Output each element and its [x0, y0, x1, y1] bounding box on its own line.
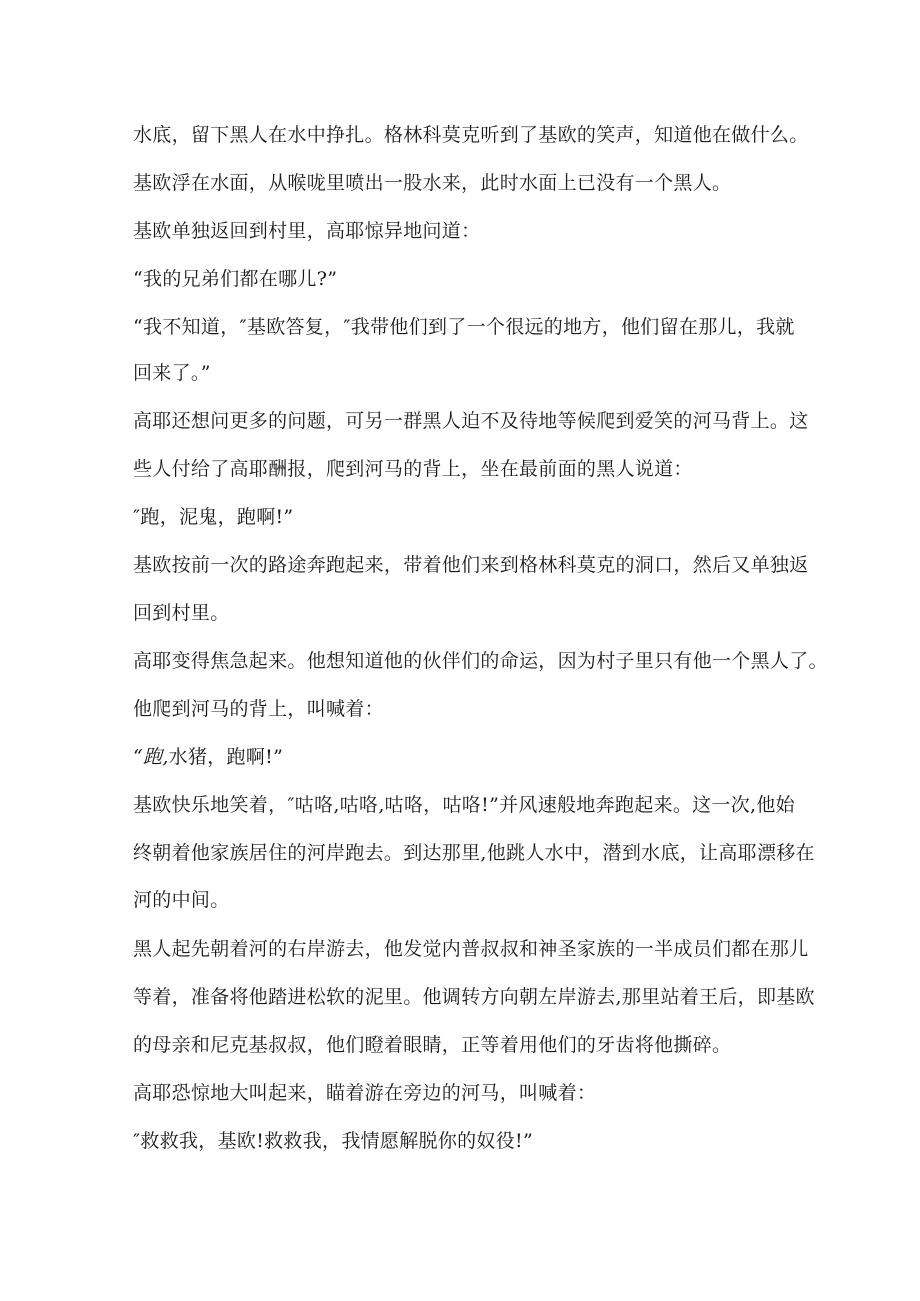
text-line: 高耶变得焦急起来。他想知道他的伙伴们的命运，因为村子里只有他一个黑人了。: [133, 650, 828, 672]
text-line: ″救救我，基欧!救救我，我情愿解脱你的奴役!”: [133, 1130, 533, 1152]
text-line: 回到村里。: [133, 602, 230, 624]
text-line: 基欧快乐地笑着，″咕咯,咕咯,咕咯，咕咯!”并风速般地奔跑起来。这一次,他始: [133, 794, 795, 816]
text-line: 黑人起先朝着河的右岸游去，他发觉内普叔叔和神圣家族的一半成员们都在那儿: [133, 938, 809, 960]
text-line: [133, 745, 283, 769]
text-line: 些人付给了高耶酬报，爬到河马的背上，坐在最前面的黑人说道：: [133, 458, 693, 480]
text-line: 基欧浮在水面，从喉咙里喷出一股水来，此时水面上已没有一个黑人。: [133, 172, 732, 194]
text-line: 等着，准备将他踏进松软的泥里。他调转方向朝左岸游去,那里站着王后，即基欧: [133, 986, 815, 1008]
text-line: 终朝着他家族居住的河岸跑去。到达那里,他跳人水中，潜到水底，让高耶漂移在: [133, 842, 815, 864]
text-line: 他爬到河马的背上，叫喊着：: [133, 698, 384, 720]
text-line: “我的兄弟们都在哪儿?”: [133, 268, 338, 290]
text-line: 基欧单独返回到村里，高耶惊异地问道：: [133, 220, 481, 242]
text-line: ″跑，泥鬼，跑啊!”: [133, 506, 294, 528]
text-span-italic: “跑,: [133, 746, 169, 768]
text-line: 河的中间。: [133, 889, 230, 911]
text-line: 基欧按前一次的路途奔跑起来，带着他们来到格林科莫克的洞口，然后又单独返: [133, 554, 809, 576]
text-line: 水底，留下黑人在水中挣扎。格林科莫克听到了基欧的笑声，知道他在做什么。: [133, 124, 809, 146]
text-line: “我不知道，″基欧答复，″我带他们到了一个很远的地方，他们留在那儿，我就: [133, 316, 795, 338]
text-line: 高耶恐惊地大叫起来，瞄着游在旁边的河马，叫喊着：: [133, 1082, 597, 1104]
text-line: 高耶还想问更多的问题，可另一群黑人迫不及待地等候爬到爱笑的河马背上。这: [133, 410, 809, 432]
text-line: 的母亲和尼克基叔叔，他们瞪着眼睛，正等着用他们的牙齿将他撕碎。: [133, 1034, 732, 1056]
text-line: 回来了。”: [133, 362, 211, 384]
text-span: 水猪，跑啊!”: [168, 746, 284, 768]
